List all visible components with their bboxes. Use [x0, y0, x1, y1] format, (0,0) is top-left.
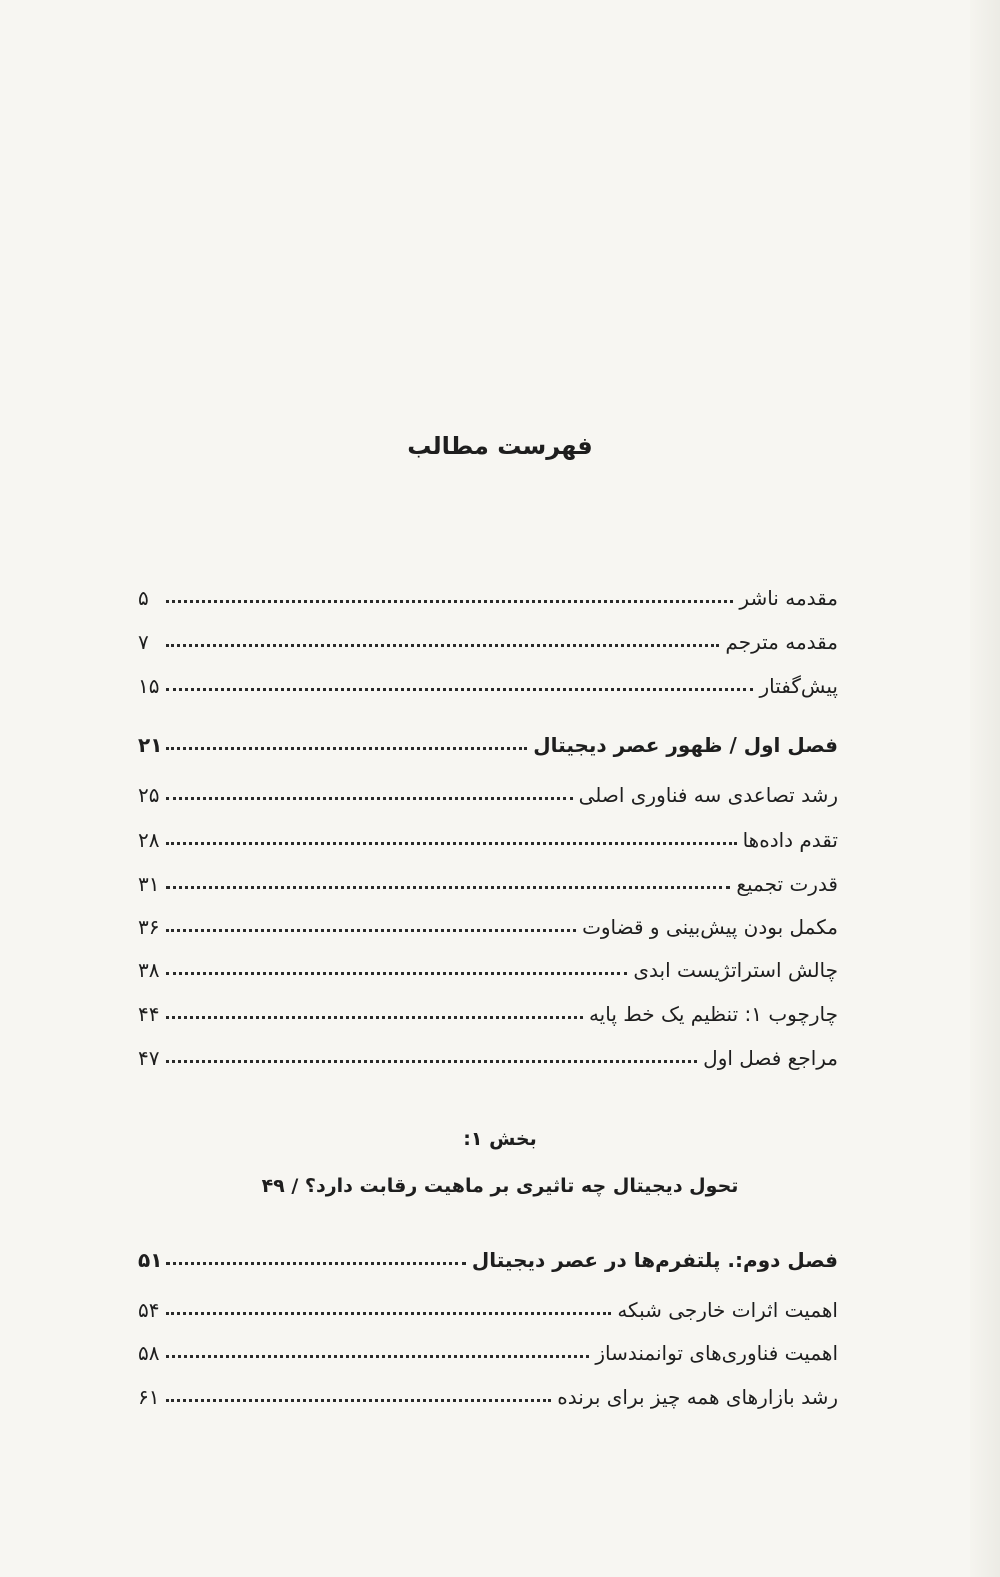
- toc-page-number: ۷: [138, 630, 149, 654]
- dot-leader: [166, 886, 730, 889]
- toc-entry[interactable]: [138, 1038, 838, 1070]
- toc-page-number: ۵: [138, 586, 149, 610]
- toc-page-number: ۵۸: [138, 1341, 160, 1365]
- toc-page-number: ۴۴: [138, 1002, 160, 1026]
- dot-leader: [166, 972, 627, 975]
- dot-leader: [166, 842, 737, 845]
- toc-entry[interactable]: [138, 994, 838, 1026]
- toc-page-number: ۳۶: [138, 915, 160, 939]
- toc-page-number: ۲۸: [138, 828, 160, 852]
- dot-leader: [166, 1060, 697, 1063]
- toc-page-number: ۶۱: [138, 1385, 160, 1409]
- toc-entry-label: اهمیت فناوری‌های توانمندساز: [595, 1341, 838, 1365]
- dot-leader: [166, 747, 527, 750]
- toc-page-number: ۳۱: [138, 872, 160, 896]
- dot-leader: [166, 1312, 611, 1315]
- toc-page-number: ۵۱: [138, 1248, 163, 1272]
- dot-leader: [166, 688, 753, 691]
- toc-entry[interactable]: [138, 950, 838, 982]
- dot-leader: [166, 600, 733, 603]
- toc-entry-label: مقدمه ناشر: [739, 586, 838, 610]
- dot-leader: [166, 1399, 551, 1402]
- toc-page-number: ۳۸: [138, 958, 160, 982]
- part-title[interactable]: تحول دیجیتال چه تاثیری بر ماهیت رقابت دارد؟ / ۴۹: [261, 1175, 739, 1197]
- toc-chapter-1-heading[interactable]: [138, 725, 838, 757]
- toc-entry[interactable]: [138, 1377, 838, 1409]
- dot-leader: [166, 1262, 465, 1265]
- toc-entry[interactable]: [138, 820, 838, 852]
- toc-entry-label: اهمیت اثرات خارجی شبکه: [617, 1298, 838, 1322]
- toc-page-number: ۱۵: [138, 674, 160, 698]
- toc-entry-label: فصل اول / ظهور عصر دیجیتال: [533, 733, 838, 757]
- dot-leader: [166, 1016, 583, 1019]
- toc-entry[interactable]: [138, 1333, 838, 1365]
- part-label: بخش ۱:: [463, 1128, 537, 1150]
- toc-entry-translator-intro[interactable]: [138, 622, 838, 654]
- toc-page-number: ۵۴: [138, 1298, 160, 1322]
- toc-entry-label: پیش‌گفتار: [759, 674, 838, 698]
- toc-entry-label: تقدم داده‌ها: [742, 828, 838, 852]
- toc-entry[interactable]: [138, 864, 838, 896]
- toc-entry-label: رشد تصاعدی سه فناوری اصلی: [578, 783, 838, 807]
- dot-leader: [166, 797, 573, 800]
- toc-entry[interactable]: [138, 775, 838, 807]
- toc-entry-label: چارچوب ۱: تنظیم یک خط پایه: [588, 1002, 838, 1026]
- dot-leader: [166, 644, 719, 647]
- toc-entry-label: قدرت تجمیع: [736, 872, 838, 896]
- toc-entry-label: مکمل بودن پیش‌بینی و قضاوت: [582, 915, 838, 939]
- toc-entry-label: چالش استراتژیست ابدی: [633, 958, 838, 982]
- toc-entry[interactable]: [138, 1290, 838, 1322]
- toc-page-number: ۲۵: [138, 783, 160, 807]
- toc-chapter-2-heading[interactable]: [138, 1240, 838, 1272]
- page-title: فهرست مطالب: [407, 432, 593, 460]
- toc-entry-label: مقدمه مترجم: [725, 630, 838, 654]
- toc-entry-publisher-intro[interactable]: [138, 578, 838, 610]
- toc-entry-foreword[interactable]: [138, 666, 838, 698]
- toc-entry[interactable]: [138, 907, 838, 939]
- toc-page-number: ۴۷: [138, 1046, 160, 1070]
- toc-entry-label: مراجع فصل اول: [703, 1046, 838, 1070]
- toc-entry-label: رشد بازارهای همه چیز برای برنده: [557, 1385, 838, 1409]
- toc-page-number: ۲۱: [138, 733, 163, 757]
- dot-leader: [166, 1355, 589, 1358]
- toc-entry-label: فصل دوم:. پلتفرم‌ها در عصر دیجیتال: [471, 1248, 838, 1272]
- dot-leader: [166, 929, 576, 932]
